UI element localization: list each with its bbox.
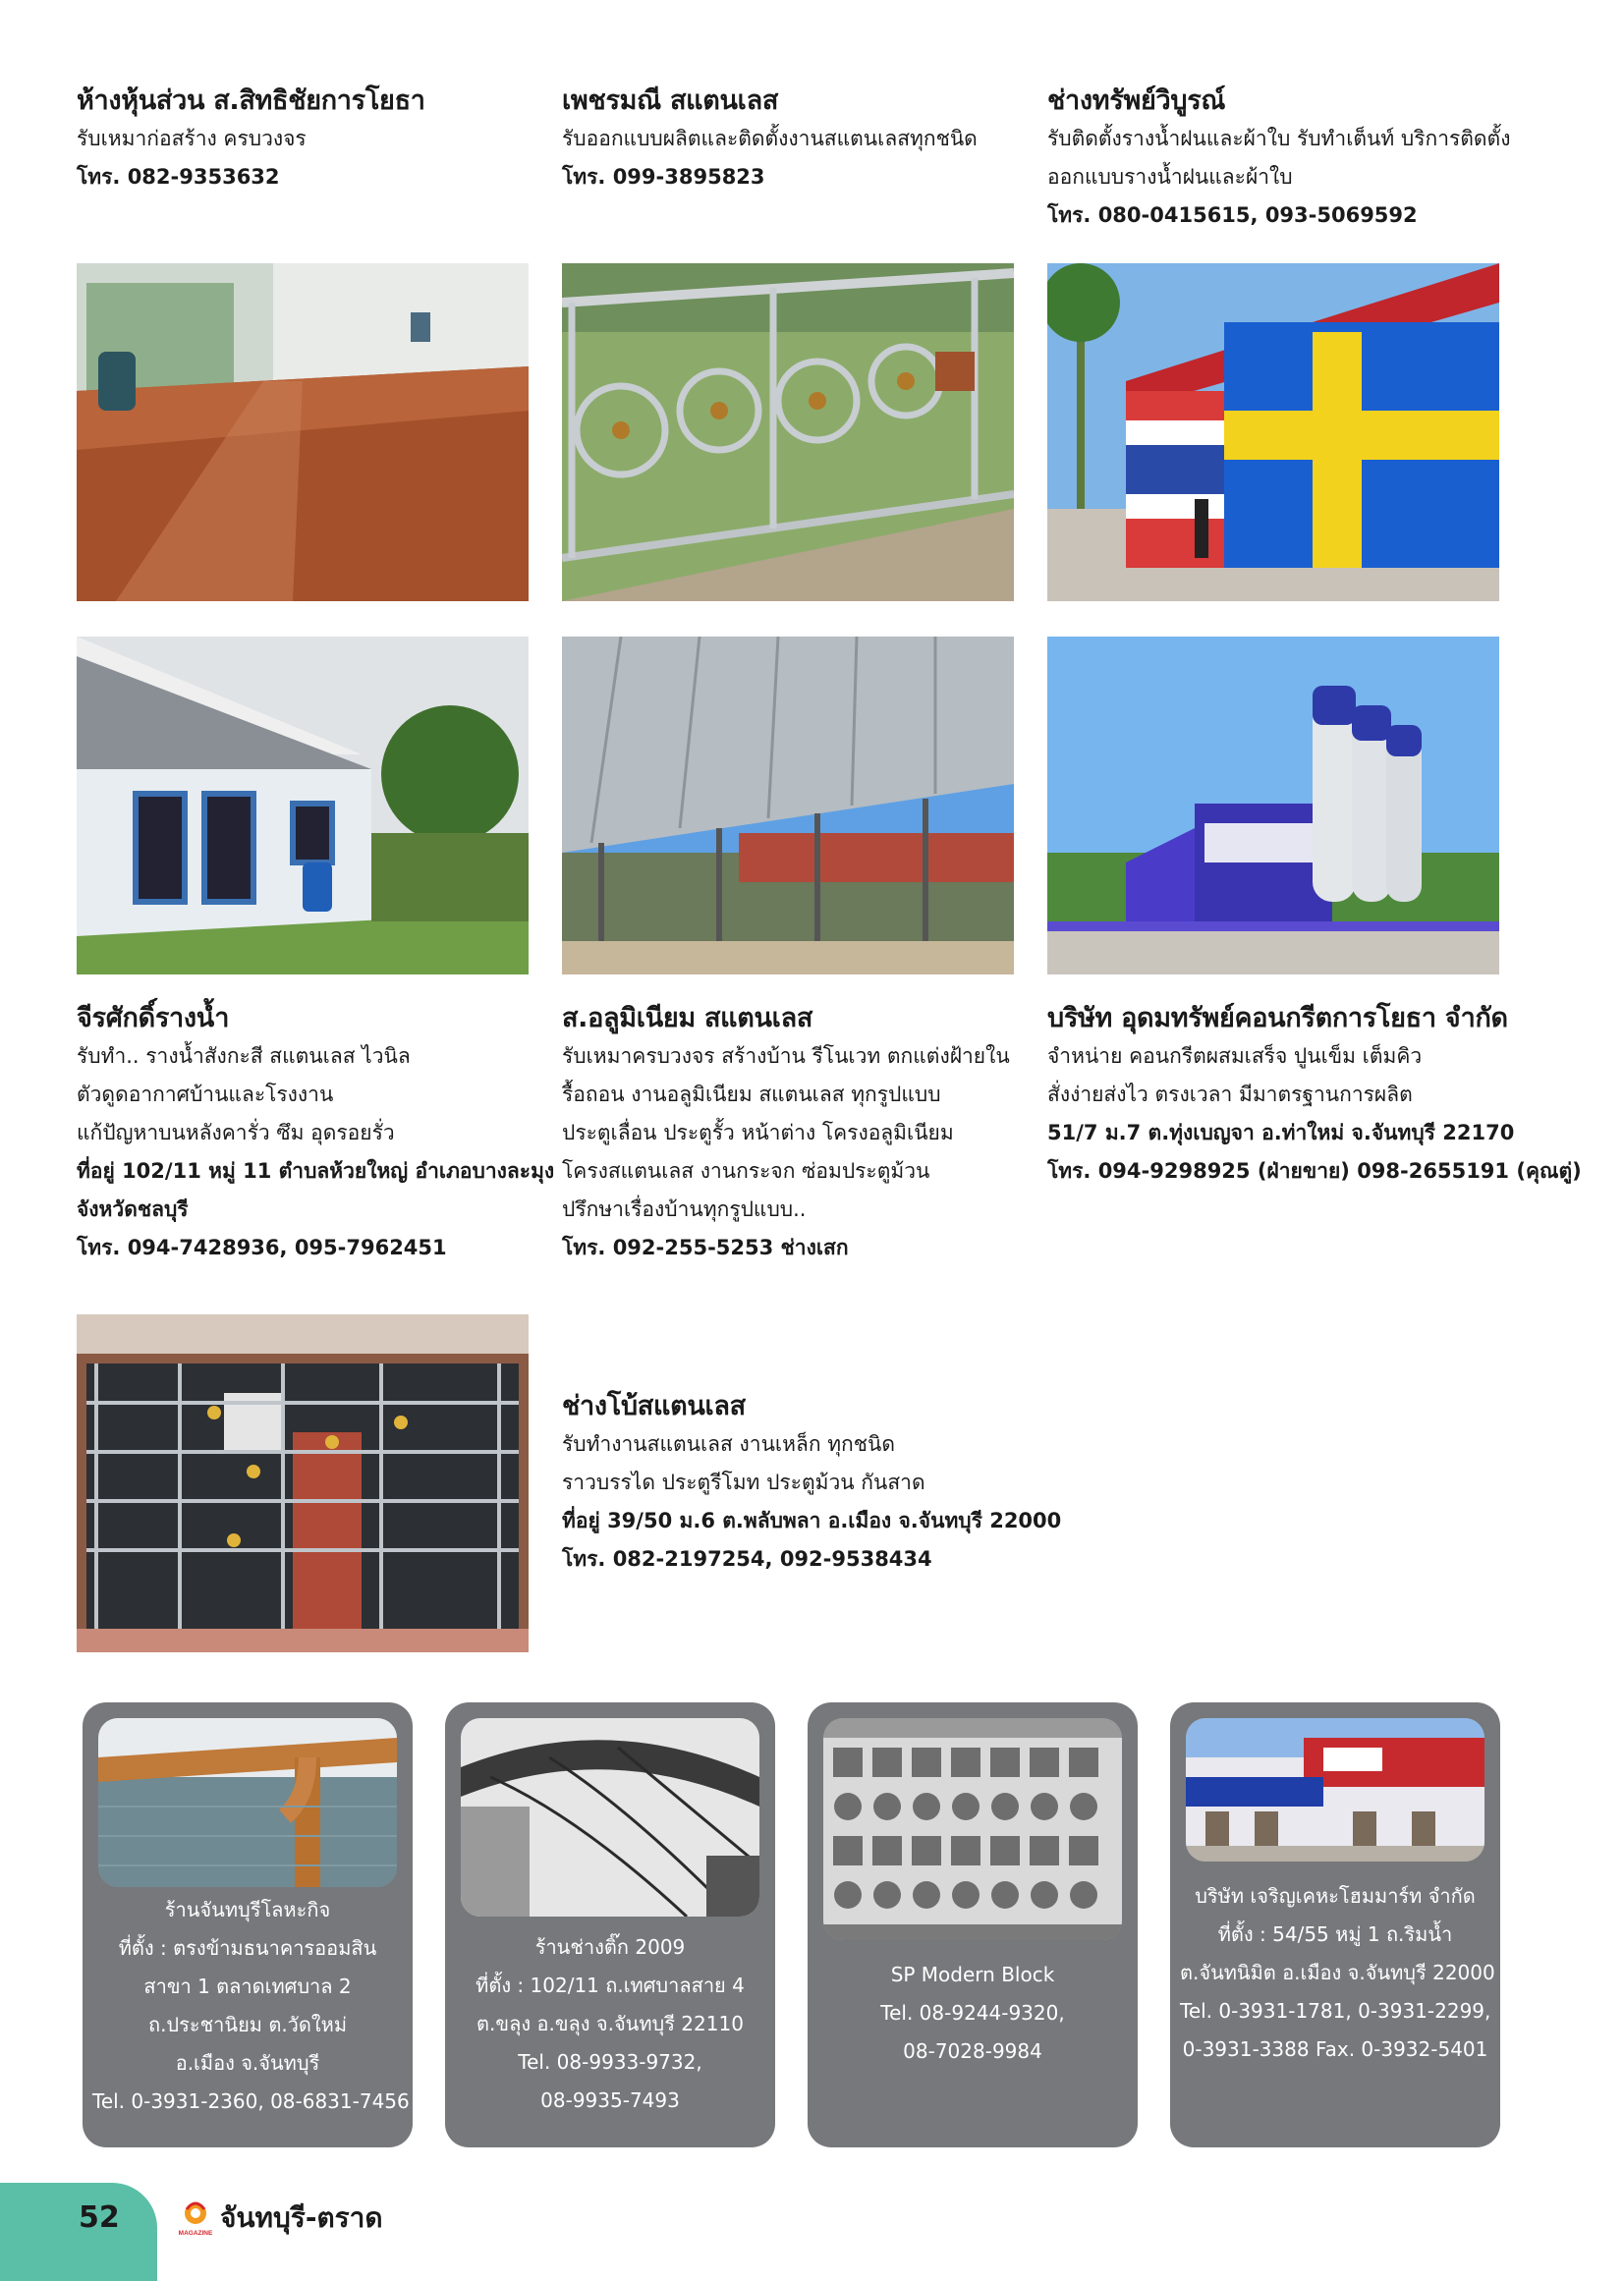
card-line: ที่ตั้ง : ตรงข้ามธนาคารออมสิน (118, 1936, 377, 1960)
card-line: สาขา 1 ตลาดเทศบาล 2 (143, 1975, 352, 1998)
card-phone: Tel. 0-3931-1781, 0-3931-2299, (1180, 1999, 1491, 2023)
card-line: ต.ขลุง อ.ขลุง จ.จันทบุรี 22110 (476, 2012, 744, 2035)
card-line: อ.เมือง จ.จันทบุรี (175, 2051, 320, 2075)
description-line: รับทำ.. รางน้ำสังกะสี สแตนเลส ไวนิล (77, 1044, 411, 1068)
card-line: ถ.ประชานิยม ต.วัดใหม่ (147, 2013, 348, 2036)
address-line: ที่อยู่ 39/50 ม.6 ต.พลับพลา อ.เมือง จ.จันทบุรี 22000 (562, 1509, 1062, 1532)
listing-jirasak (77, 1000, 554, 1267)
card-name: SP Modern Block (890, 1963, 1055, 1986)
address-line: ที่อยู่ 102/11 หมู่ 11 ตำบลห้วยใหญ่ อำเภอบางละมุง (77, 1159, 555, 1183)
photo-stainless-gate (77, 1314, 529, 1652)
card-phone: 0-3931-3388 Fax. 0-3932-5401 (1182, 2037, 1488, 2061)
phone-line: โทร. 094-9298925 (ฝ่ายขาย) 098-2655191 (คุณตู่) (1047, 1159, 1582, 1183)
company-name: ห้างหุ้นส่วน ส.สิทธิชัยการโยธา (77, 85, 425, 116)
photo-home-mart-store (1186, 1718, 1484, 1862)
card-sp-modern-block (808, 1702, 1138, 2147)
listing-sitthichai (77, 83, 425, 196)
card-name: ร้านช่างติ๊ก 2009 (534, 1935, 686, 1959)
phone-line: โทร. 094-7428936, 095-7962451 (77, 1236, 447, 1259)
card-phone: 08-7028-9984 (903, 2039, 1042, 2063)
photo-concrete-plant (1047, 637, 1499, 974)
photo-copper-gutter (98, 1718, 397, 1887)
magazine-logo-icon (179, 2199, 212, 2237)
description-line: โครงสแตนเลส งานกระจก ซ่อมประตูม้วน (562, 1159, 930, 1183)
listing-petchmanee (562, 83, 978, 196)
card-phone: Tel. 08-9244-9320, (880, 2001, 1065, 2025)
card-phone: 08-9935-7493 (540, 2088, 680, 2112)
company-name: ช่างโบ้สแตนเลส (562, 1391, 746, 1421)
logo-text: MAGAZINE (179, 2230, 212, 2237)
description-line: ตัวดูดอากาศบ้านและโรงงาน (77, 1083, 334, 1106)
phone-line: โทร. 092-255-5253 ช่างเสก (562, 1236, 849, 1259)
page-number: 52 (79, 2200, 120, 2235)
description-line: รับเหมาก่อสร้าง ครบวงจร (77, 127, 307, 150)
listing-changsap (1047, 83, 1510, 235)
description-line: สั่งง่ายส่งไว ตรงเวลา มีมาตรฐานการผลิต (1047, 1083, 1413, 1106)
photo-stainless-railing (562, 263, 1014, 601)
card-line: ที่ตั้ง : 102/11 ถ.เทศบาลสาย 4 (476, 1974, 745, 1997)
description-line: รับติดตั้งรางน้ำฝนและผ้าใบ รับทำเต็นท์ บริการติดตั้ง (1047, 127, 1511, 150)
description-line: รับทำงานสแตนเลส งานเหล็ก ทุกชนิด (562, 1432, 896, 1456)
description-line: จำหน่าย คอนกรีตผสมเสร็จ ปูนเข็ม เต็มคิว (1047, 1044, 1423, 1068)
photo-steel-roof-frame (562, 637, 1014, 974)
footer-region: จันทบุรี-ตราด (220, 2201, 383, 2234)
card-line: ต.จันทนิมิต อ.เมือง จ.จันทบุรี 22000 (1180, 1961, 1495, 1984)
company-name: ส.อลูมิเนียม สแตนเลส (562, 1003, 813, 1033)
photo-carport-canopy (461, 1718, 759, 1917)
phone-line: โทร. 082-9353632 (77, 165, 280, 189)
address-line: จังหวัดชลบุรี (77, 1197, 189, 1221)
description-line: รับออกแบบผลิตและติดตั้งงานสแตนเลสทุกชนิด (562, 127, 978, 150)
card-phone: Tel. 08-9933-9732, (518, 2050, 702, 2074)
phone-line: โทร. 080-0415615, 093-5069592 (1047, 203, 1418, 227)
listing-s-aluminium (562, 1000, 1010, 1267)
description-line: ออกแบบรางน้ำฝนและผ้าใบ (1047, 165, 1293, 189)
company-name: จีรศักดิ์รางน้ำ (77, 1003, 230, 1033)
address-line: 51/7 ม.7 ต.ทุ่งเบญจา อ.ท่าใหม่ จ.จันทบุรี 22170 (1047, 1121, 1515, 1144)
description-line: ปรึกษาเรื่องบ้านทุกรูปแบบ.. (562, 1197, 807, 1221)
company-name: ช่างทรัพย์วิบูรณ์ (1047, 85, 1226, 116)
footer-brand (179, 2197, 383, 2240)
card-chanthaburi-metal (83, 1702, 413, 2147)
card-name: บริษัท เจริญเคหะโฮมมาร์ท จำกัด (1195, 1884, 1476, 1908)
phone-line: โทร. 099-3895823 (562, 165, 765, 189)
card-chang-tik (445, 1702, 775, 2147)
description-line: รับเหมาครบวงจร สร้างบ้าน รีโนเวท ตกแต่งฝ้ายใน (562, 1044, 1010, 1068)
card-line: ที่ตั้ง : 54/55 หมู่ 1 ถ.ริมน้ำ (1217, 1922, 1453, 1946)
description-line: แก้ปัญหาบนหลังคารั่ว ซึม อุดรอยรั่ว (77, 1121, 395, 1144)
description-line: รื้อถอน งานอลูมิเนียม สแตนเลส ทุกรูปแบบ (562, 1083, 941, 1106)
listing-udomsap (1047, 1000, 1582, 1191)
description-line: ประตูเลื่อน ประตูรั้ว หน้าต่าง โครงอลูมิเนียม (562, 1121, 954, 1144)
card-name: ร้านจันทบุรีโลหะกิจ (164, 1898, 331, 1921)
photo-breeze-blocks (823, 1718, 1122, 1940)
photo-tent-awning (1047, 263, 1499, 601)
card-phone: Tel. 0-3931-2360, 08-6831-7456 (92, 2089, 410, 2113)
company-name: บริษัท อุดมทรัพย์คอนกรีตการโยธา จำกัด (1047, 1003, 1508, 1033)
description-line: ราวบรรได ประตูรีโมท ประตูม้วน กันสาด (562, 1471, 925, 1494)
photo-tiled-floor (77, 263, 529, 601)
company-name: เพชรมณี สแตนเลส (562, 85, 779, 116)
photo-house-gutter (77, 637, 529, 974)
card-charoen-kheha (1170, 1702, 1500, 2147)
phone-line: โทร. 082-2197254, 092-9538434 (562, 1547, 932, 1571)
listing-chang-bo (562, 1388, 1061, 1579)
